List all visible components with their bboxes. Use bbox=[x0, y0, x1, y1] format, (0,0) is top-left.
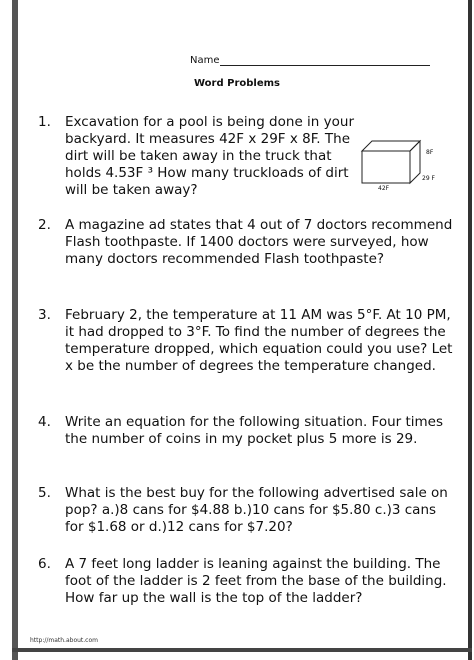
question-4 bbox=[38, 414, 458, 448]
question-text: Excavation for a pool is being done in your backyard. It measures 42F x 29F x 8F. The dirt will be taken away in the truck that holds 4.53F ³ How many truckloads of dirt will be taken away? bbox=[65, 114, 354, 198]
question-6 bbox=[38, 556, 458, 607]
question-text: A magazine ad states that 4 out of 7 doctors recommend Flash toothpaste. If 1400 doctors were surveyed, how many doctors recommended Flash toothpaste? bbox=[65, 217, 453, 267]
pool-box-figure bbox=[360, 137, 460, 192]
name-field bbox=[190, 55, 430, 66]
name-blank-line bbox=[220, 55, 430, 66]
width-label: 42F bbox=[378, 185, 390, 192]
question-number: 1. bbox=[38, 114, 51, 130]
question-text: What is the best buy for the following advertised sale on pop? a.)8 cans for $4.88 b.)10 cans for $5.80 c.)3 cans for $1.68 or d.)12 cans for $7.20? bbox=[65, 485, 448, 535]
question-text: A 7 feet long ladder is leaning against the building. The foot of the ladder is 2 feet from the base of the building. How far up the wall is the top of the ladder? bbox=[65, 556, 447, 606]
page-border-left bbox=[12, 0, 18, 660]
question-5 bbox=[38, 485, 458, 536]
question-2 bbox=[38, 217, 458, 268]
question-text: Write an equation for the following situation. Four times the number of coins in my pocket plus 5 more is 29. bbox=[65, 414, 444, 447]
name-label: Name bbox=[190, 55, 220, 66]
box-drawing bbox=[360, 137, 460, 192]
question-3 bbox=[38, 307, 458, 375]
question-number: 5. bbox=[38, 485, 51, 501]
question-number: 6. bbox=[38, 556, 51, 572]
page-border-right bbox=[468, 0, 472, 660]
question-number: 4. bbox=[38, 414, 51, 430]
footer-url: http://math.about.com bbox=[30, 637, 98, 644]
question-number: 3. bbox=[38, 307, 51, 323]
depth-label: 29 F bbox=[422, 175, 435, 182]
question-number: 2. bbox=[38, 217, 51, 233]
question-1 bbox=[38, 114, 358, 199]
page-title: Word Problems bbox=[194, 78, 280, 89]
question-text: February 2, the temperature at 11 AM was 5°F. At 10 PM, it had dropped to 3°F. To find the number of degrees the temperature dropped, which equation could you use? Let x be the number of degrees the temperature changed. bbox=[65, 307, 453, 374]
height-label: 8F bbox=[426, 149, 434, 156]
page-border-bottom bbox=[12, 648, 472, 652]
